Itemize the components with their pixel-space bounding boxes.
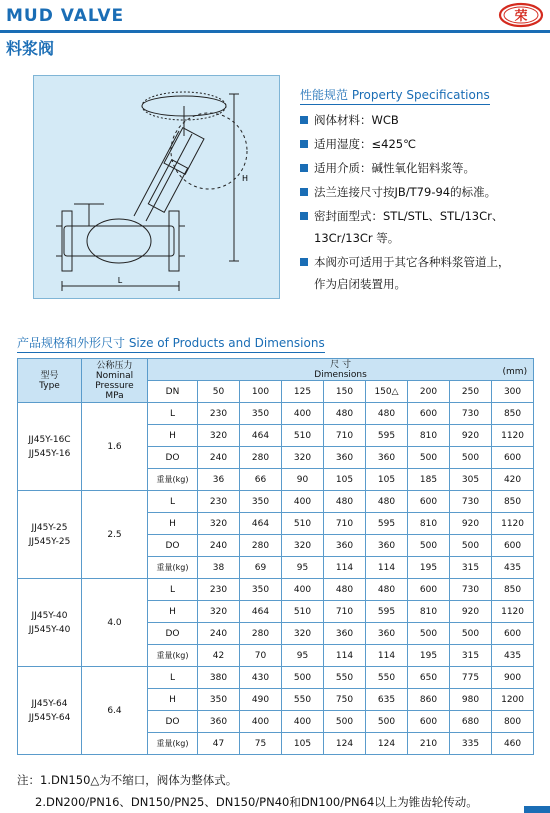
dn-value: 250 [450,381,492,403]
value-cell: 500 [324,711,366,733]
spec-item [300,161,545,175]
drawing-label-h: H [242,174,249,183]
value-cell: 75 [240,733,282,755]
value-cell: 480 [324,579,366,601]
row-label: L [148,491,198,513]
spec-text: 阀体材料：WCB [314,113,399,127]
type-model-2: JJ545Y-25 [28,536,71,547]
value-cell: 350 [240,491,282,513]
spec-item [300,209,545,245]
value-cell: 1120 [492,601,534,623]
pressure-cell: 4.0 [82,579,148,667]
table-header-row [18,359,534,381]
value-cell: 860 [408,689,450,711]
value-cell: 230 [198,491,240,513]
value-cell: 810 [408,513,450,535]
spec-text: 适用介质：碱性氧化铝料浆等。 [314,161,475,175]
header-type [18,359,82,403]
value-cell: 400 [282,711,324,733]
spec-text: 本阀亦可适用于其它各种料浆管道上， [314,255,510,269]
header-pressure-line: Nominal [95,370,134,381]
value-cell: 305 [450,469,492,491]
pressure-cell: 6.4 [82,667,148,755]
property-specifications [300,84,545,301]
title-divider [0,30,550,33]
value-cell: 920 [450,513,492,535]
value-cell: 730 [450,491,492,513]
title-english: MUD VALVE [6,6,125,26]
value-cell: 38 [198,557,240,579]
value-cell: 550 [282,689,324,711]
value-cell: 114 [366,645,408,667]
header-dims-en: Dimensions [314,369,367,380]
value-cell: 185 [408,469,450,491]
pressure-cell: 2.5 [82,491,148,579]
spec-list [300,113,545,291]
dn-value: 150 [324,381,366,403]
spec-item [300,255,545,291]
value-cell: 464 [240,425,282,447]
value-cell: 900 [492,667,534,689]
value-cell: 480 [324,403,366,425]
value-cell: 464 [240,601,282,623]
value-cell: 360 [366,447,408,469]
value-cell: 595 [366,513,408,535]
page-number-bar [524,806,550,813]
title-chinese: 料浆阀 [6,39,55,58]
dn-value: 100 [240,381,282,403]
value-cell: 400 [282,491,324,513]
spec-text-continued: 13Cr/13Cr 等。 [314,231,400,245]
type-model-1: JJ45Y-25 [31,522,68,533]
dn-value: 300 [492,381,534,403]
value-cell: 500 [366,711,408,733]
note-2: 2.DN200/PN16、DN150/PN25、DN150/PN40和DN100/PN64以上为锥齿轮传动。 [35,795,478,809]
bullet-square-icon [300,212,308,220]
value-cell: 810 [408,601,450,623]
value-cell: 600 [492,535,534,557]
value-cell: 480 [366,491,408,513]
value-cell: 600 [408,491,450,513]
spec-item [300,185,545,199]
header-unit: (mm) [502,367,528,377]
spec-item [300,113,545,127]
value-cell: 435 [492,557,534,579]
valve-drawing-icon [34,76,279,298]
value-cell: 47 [198,733,240,755]
spec-text: 适用湿度：≤425℃ [314,137,417,151]
page-header [0,0,550,60]
spec-text: 密封面型式：STL/STL、STL/13Cr、 [314,209,504,223]
value-cell: 500 [450,623,492,645]
logo-text: 荣 [514,9,528,24]
value-cell: 500 [408,535,450,557]
bullet-square-icon [300,164,308,172]
value-cell: 550 [366,667,408,689]
row-label: L [148,579,198,601]
type-cell [18,491,82,579]
value-cell: 90 [282,469,324,491]
value-cell: 800 [492,711,534,733]
row-label: L [148,403,198,425]
value-cell: 600 [408,403,450,425]
value-cell: 320 [282,535,324,557]
header-type-en: Type [39,380,60,391]
value-cell: 850 [492,403,534,425]
value-cell: 430 [240,667,282,689]
value-cell: 730 [450,403,492,425]
value-cell: 105 [324,469,366,491]
dn-value: 125 [282,381,324,403]
dimensions-title: 产品规格和外形尺寸 Size of Products and Dimensions [17,334,325,353]
value-cell: 95 [282,557,324,579]
row-label: H [148,689,198,711]
value-cell: 600 [408,711,450,733]
value-cell: 360 [324,535,366,557]
dimensions-table [17,358,534,755]
value-cell: 500 [408,623,450,645]
value-cell: 750 [324,689,366,711]
value-cell: 315 [450,557,492,579]
header-dims-cn: 尺 寸 [330,359,351,370]
value-cell: 480 [324,491,366,513]
row-label: DO [148,711,198,733]
value-cell: 360 [324,623,366,645]
value-cell: 680 [450,711,492,733]
value-cell: 114 [366,557,408,579]
value-cell: 315 [450,645,492,667]
value-cell: 500 [408,447,450,469]
value-cell: 420 [492,469,534,491]
type-model-2: JJ545Y-16 [28,448,71,459]
value-cell: 650 [408,667,450,689]
value-cell: 240 [198,535,240,557]
value-cell: 240 [198,623,240,645]
value-cell: 920 [450,601,492,623]
value-cell: 1200 [492,689,534,711]
value-cell: 320 [198,601,240,623]
value-cell: 510 [282,425,324,447]
value-cell: 124 [324,733,366,755]
value-cell: 710 [324,601,366,623]
value-cell: 320 [198,425,240,447]
value-cell: 114 [324,645,366,667]
dn-value: 50 [198,381,240,403]
row-label: H [148,513,198,535]
value-cell: 360 [366,535,408,557]
value-cell: 460 [492,733,534,755]
row-label: DO [148,535,198,557]
bullet-square-icon [300,116,308,124]
value-cell: 350 [198,689,240,711]
company-logo-icon [498,2,544,28]
bullet-square-icon [300,188,308,196]
value-cell: 980 [450,689,492,711]
header-pressure-line: MPa [105,390,124,401]
value-cell: 400 [282,403,324,425]
value-cell: 810 [408,425,450,447]
value-cell: 350 [240,403,282,425]
value-cell: 95 [282,645,324,667]
type-cell [18,667,82,755]
header-type-cn: 型号 [40,370,59,381]
value-cell: 69 [240,557,282,579]
table-row [18,491,534,513]
value-cell: 280 [240,535,282,557]
value-cell: 600 [408,579,450,601]
value-cell: 500 [450,535,492,557]
value-cell: 280 [240,623,282,645]
value-cell: 400 [240,711,282,733]
value-cell: 42 [198,645,240,667]
value-cell: 105 [282,733,324,755]
spec-text-continued: 作为启闭装置用。 [314,277,406,291]
row-label: H [148,425,198,447]
value-cell: 635 [366,689,408,711]
row-label: H [148,601,198,623]
value-cell: 360 [198,711,240,733]
type-cell [18,403,82,491]
value-cell: 114 [324,557,366,579]
row-label: 重量(kg) [148,645,198,667]
value-cell: 550 [324,667,366,689]
value-cell: 36 [198,469,240,491]
value-cell: 400 [282,579,324,601]
value-cell: 320 [198,513,240,535]
value-cell: 195 [408,557,450,579]
value-cell: 240 [198,447,240,469]
row-label: 重量(kg) [148,469,198,491]
table-row [18,667,534,689]
bullet-square-icon [300,140,308,148]
pressure-cell: 1.6 [82,403,148,491]
value-cell: 595 [366,425,408,447]
value-cell: 464 [240,513,282,535]
header-pressure [82,359,148,403]
spec-item [300,137,545,151]
value-cell: 510 [282,601,324,623]
header-pressure-line: 公称压力 [96,360,133,371]
value-cell: 124 [366,733,408,755]
value-cell: 490 [240,689,282,711]
dn-value: 150△ [366,381,408,403]
type-model-1: JJ45Y-40 [31,610,68,621]
value-cell: 710 [324,425,366,447]
value-cell: 360 [366,623,408,645]
value-cell: 730 [450,579,492,601]
row-label: L [148,667,198,689]
value-cell: 280 [240,447,282,469]
valve-drawing [33,75,280,299]
table-row [18,403,534,425]
value-cell: 230 [198,579,240,601]
value-cell: 210 [408,733,450,755]
value-cell: 920 [450,425,492,447]
value-cell: 480 [366,403,408,425]
row-label: DO [148,623,198,645]
value-cell: 66 [240,469,282,491]
value-cell: 195 [408,645,450,667]
spec-text: 法兰连接尺寸按JB/T79-94的标准。 [314,185,497,199]
value-cell: 595 [366,601,408,623]
value-cell: 775 [450,667,492,689]
value-cell: 230 [198,403,240,425]
spec-title: 性能规范 Property Specifications [300,86,490,105]
type-model-2: JJ545Y-40 [28,624,71,635]
value-cell: 500 [282,667,324,689]
value-cell: 360 [324,447,366,469]
header-pressure-line: Pressure [95,380,134,391]
dn-label: DN [148,381,198,403]
row-label: 重量(kg) [148,557,198,579]
value-cell: 1120 [492,425,534,447]
drawing-label-l: L [117,276,123,285]
value-cell: 70 [240,645,282,667]
value-cell: 510 [282,513,324,535]
note-1: 注：1.DN150△为不缩口，阀体为整体式。 [17,773,238,787]
value-cell: 480 [366,579,408,601]
row-label: 重量(kg) [148,733,198,755]
table-row [18,579,534,601]
value-cell: 320 [282,623,324,645]
dn-value: 200 [408,381,450,403]
value-cell: 320 [282,447,324,469]
footnotes [17,769,478,813]
value-cell: 380 [198,667,240,689]
value-cell: 710 [324,513,366,535]
value-cell: 1120 [492,513,534,535]
type-model-2: JJ545Y-64 [28,712,71,723]
value-cell: 350 [240,579,282,601]
type-model-1: JJ45Y-16C [28,434,71,445]
bullet-square-icon [300,258,308,266]
value-cell: 850 [492,579,534,601]
type-model-1: JJ45Y-64 [31,698,68,709]
value-cell: 105 [366,469,408,491]
value-cell: 850 [492,491,534,513]
value-cell: 435 [492,645,534,667]
value-cell: 600 [492,447,534,469]
value-cell: 335 [450,733,492,755]
row-label: DO [148,447,198,469]
type-cell [18,579,82,667]
header-dimensions [148,359,534,381]
value-cell: 500 [450,447,492,469]
value-cell: 600 [492,623,534,645]
